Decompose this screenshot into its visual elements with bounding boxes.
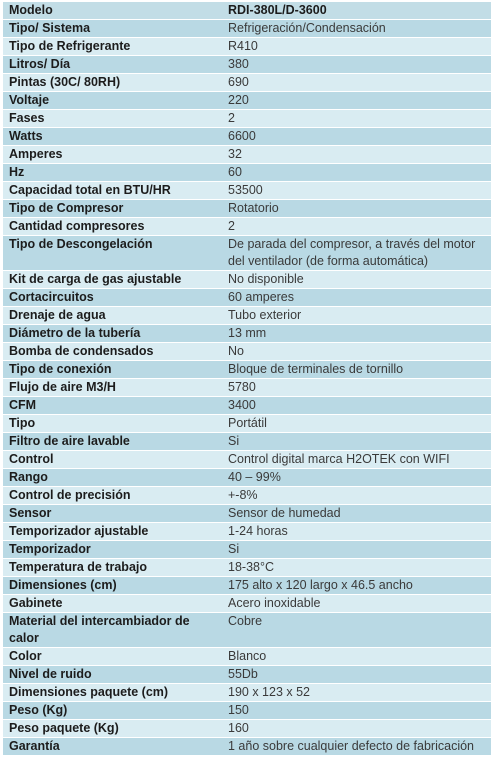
spec-value: 60 [221,164,491,182]
spec-row [3,702,491,720]
spec-row [3,110,491,128]
spec-row [3,451,491,469]
spec-value: Control digital marca H2OTEK con WIFI [221,451,491,469]
spec-row [3,595,491,613]
spec-value: No [221,343,491,361]
spec-value: Tubo exterior [221,307,491,325]
spec-value: +-8% [221,487,491,505]
spec-value: 1 año sobre cualquier defecto de fabricación [221,738,491,756]
spec-table [3,2,491,756]
spec-value: Si [221,541,491,559]
spec-row [3,361,491,379]
spec-row [3,182,491,200]
spec-value: 3400 [221,397,491,415]
spec-row [3,218,491,236]
spec-row [3,559,491,577]
spec-value: R410 [221,38,491,56]
spec-label: Cantidad compresores [3,218,221,236]
spec-label: Tipo de conexión [3,361,221,379]
spec-label: CFM [3,397,221,415]
spec-label: Control [3,451,221,469]
spec-row [3,613,491,648]
spec-label: Filtro de aire lavable [3,433,221,451]
spec-row [3,307,491,325]
spec-value: Refrigeración/Condensación [221,20,491,38]
spec-value: 40 – 99% [221,469,491,487]
spec-label: Litros/ Día [3,56,221,74]
spec-label: Drenaje de agua [3,307,221,325]
spec-label: Tipo de Refrigerante [3,38,221,56]
spec-label: Diámetro de la tubería [3,325,221,343]
spec-row [3,738,491,756]
spec-row [3,487,491,505]
spec-label: Tipo [3,415,221,433]
spec-label: Temporizador [3,541,221,559]
spec-value: Si [221,433,491,451]
spec-row [3,666,491,684]
spec-label: Flujo de aire M3/H [3,379,221,397]
spec-label: Hz [3,164,221,182]
spec-table-body [3,2,491,756]
spec-row [3,164,491,182]
spec-value: Bloque de terminales de tornillo [221,361,491,379]
spec-row [3,128,491,146]
spec-row [3,74,491,92]
spec-label: Bomba de condensados [3,343,221,361]
spec-label: Temperatura de trabajo [3,559,221,577]
spec-row [3,684,491,702]
spec-label: Pintas (30C/ 80RH) [3,74,221,92]
spec-value: 690 [221,74,491,92]
spec-label: Fases [3,110,221,128]
spec-header-label: Modelo [3,2,221,20]
spec-value: 160 [221,720,491,738]
spec-value: 2 [221,218,491,236]
spec-label: Nivel de ruido [3,666,221,684]
spec-label: Temporizador ajustable [3,523,221,541]
spec-row [3,523,491,541]
spec-row [3,200,491,218]
spec-label: Material del intercambiador de calor [3,613,221,648]
spec-row [3,236,491,271]
spec-label: Dimensiones (cm) [3,577,221,595]
spec-value: 220 [221,92,491,110]
spec-value: De parada del compresor, a través del motor del ventilador (de forma automática) [221,236,491,271]
spec-value: 175 alto x 120 largo x 46.5 ancho [221,577,491,595]
spec-label: Peso (Kg) [3,702,221,720]
spec-value: Portátil [221,415,491,433]
spec-label: Amperes [3,146,221,164]
spec-row [3,720,491,738]
spec-value: Cobre [221,613,491,648]
spec-value: 13 mm [221,325,491,343]
spec-row [3,325,491,343]
spec-label: Dimensiones paquete (cm) [3,684,221,702]
spec-header-row [3,2,491,20]
spec-value: 5780 [221,379,491,397]
spec-label: Gabinete [3,595,221,613]
spec-value: 2 [221,110,491,128]
spec-value: 6600 [221,128,491,146]
spec-row [3,433,491,451]
spec-label: Peso paquete (Kg) [3,720,221,738]
spec-row [3,415,491,433]
spec-row [3,20,491,38]
spec-row [3,56,491,74]
spec-label: Rango [3,469,221,487]
spec-row [3,271,491,289]
spec-value: 1-24 horas [221,523,491,541]
spec-value: 32 [221,146,491,164]
spec-value: 18-38°C [221,559,491,577]
spec-label: Voltaje [3,92,221,110]
spec-row [3,397,491,415]
spec-row [3,469,491,487]
spec-row [3,289,491,307]
spec-label: Tipo de Compresor [3,200,221,218]
spec-value: Acero inoxidable [221,595,491,613]
spec-label: Watts [3,128,221,146]
spec-value: 53500 [221,182,491,200]
spec-value: Sensor de humedad [221,505,491,523]
spec-value: 55Db [221,666,491,684]
spec-row [3,146,491,164]
spec-row [3,541,491,559]
spec-row [3,648,491,666]
spec-row [3,379,491,397]
spec-value: 190 x 123 x 52 [221,684,491,702]
spec-label: Color [3,648,221,666]
spec-value: No disponible [221,271,491,289]
spec-label: Garantía [3,738,221,756]
spec-row [3,505,491,523]
spec-label: Kit de carga de gas ajustable [3,271,221,289]
spec-row [3,38,491,56]
spec-row [3,343,491,361]
spec-label: Cortacircuitos [3,289,221,307]
spec-value: 60 amperes [221,289,491,307]
spec-label: Control de precisión [3,487,221,505]
spec-value: 380 [221,56,491,74]
spec-value: Rotatorio [221,200,491,218]
spec-row [3,92,491,110]
spec-label: Sensor [3,505,221,523]
spec-label: Tipo de Descongelación [3,236,221,271]
spec-label: Tipo/ Sistema [3,20,221,38]
spec-header-value: RDI-380L/D-3600 [221,2,491,20]
spec-label: Capacidad total en BTU/HR [3,182,221,200]
spec-row [3,577,491,595]
spec-value: 150 [221,702,491,720]
spec-value: Blanco [221,648,491,666]
